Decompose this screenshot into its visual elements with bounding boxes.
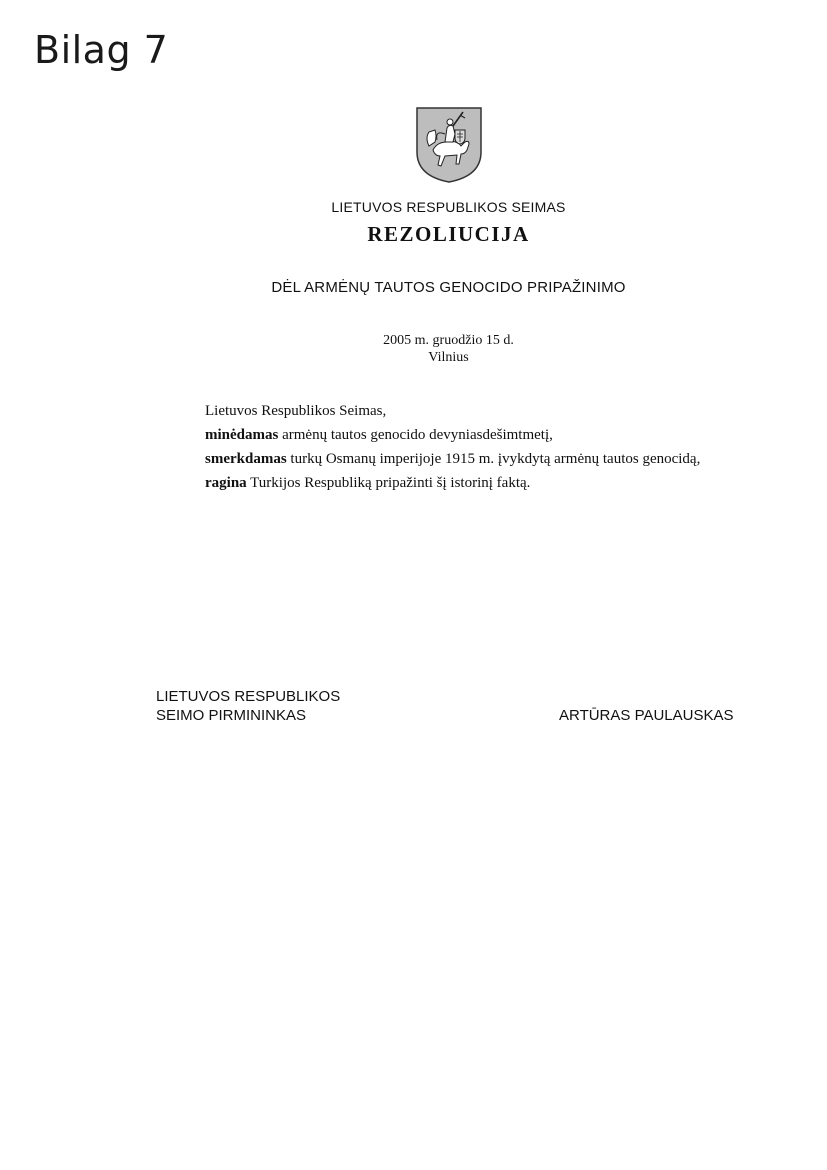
resolution-clause <box>205 448 765 470</box>
clause-keyword: smerkdamas <box>205 451 287 467</box>
document-place: Vilnius <box>428 350 469 365</box>
appendix-label: Bilag 7 <box>34 28 169 72</box>
signatory-title-line1: LIETUVOS RESPUBLIKOS <box>156 688 341 705</box>
clause-text: turkų Osmanų imperijoje 1915 m. įvykdytą armėnų tautos genocidą, <box>286 451 701 467</box>
resolution-body <box>205 400 765 496</box>
signatory-name: ARTŪRAS PAULAUSKAS <box>559 707 734 724</box>
document-type: REZOLIUCIJA <box>367 222 530 246</box>
resolution-clause <box>205 472 765 494</box>
document-date: 2005 m. gruodžio 15 d. <box>383 333 514 348</box>
document-subject: DĖL ARMĖNŲ TAUTOS GENOCIDO PRIPAŽINIMO <box>271 279 626 296</box>
clause-text: armėnų tautos genocido devyniasdešimtmetį, <box>278 427 553 443</box>
document-date-place <box>0 332 827 366</box>
clause-keyword: minėdamas <box>205 427 279 443</box>
resolution-clause <box>205 424 765 446</box>
resolution-intro: Lietuvos Respublikos Seimas, <box>205 403 387 419</box>
clause-keyword: ragina <box>205 475 247 491</box>
coat-of-arms-icon <box>415 106 483 184</box>
clause-text: Turkijos Respubliką pripažinti šį istorinį faktą. <box>246 475 531 491</box>
signatory-title-line2: SEIMO PIRMININKAS <box>156 707 307 724</box>
signatory-title <box>156 687 340 725</box>
institution-name: LIETUVOS RESPUBLIKOS SEIMAS <box>331 199 566 215</box>
